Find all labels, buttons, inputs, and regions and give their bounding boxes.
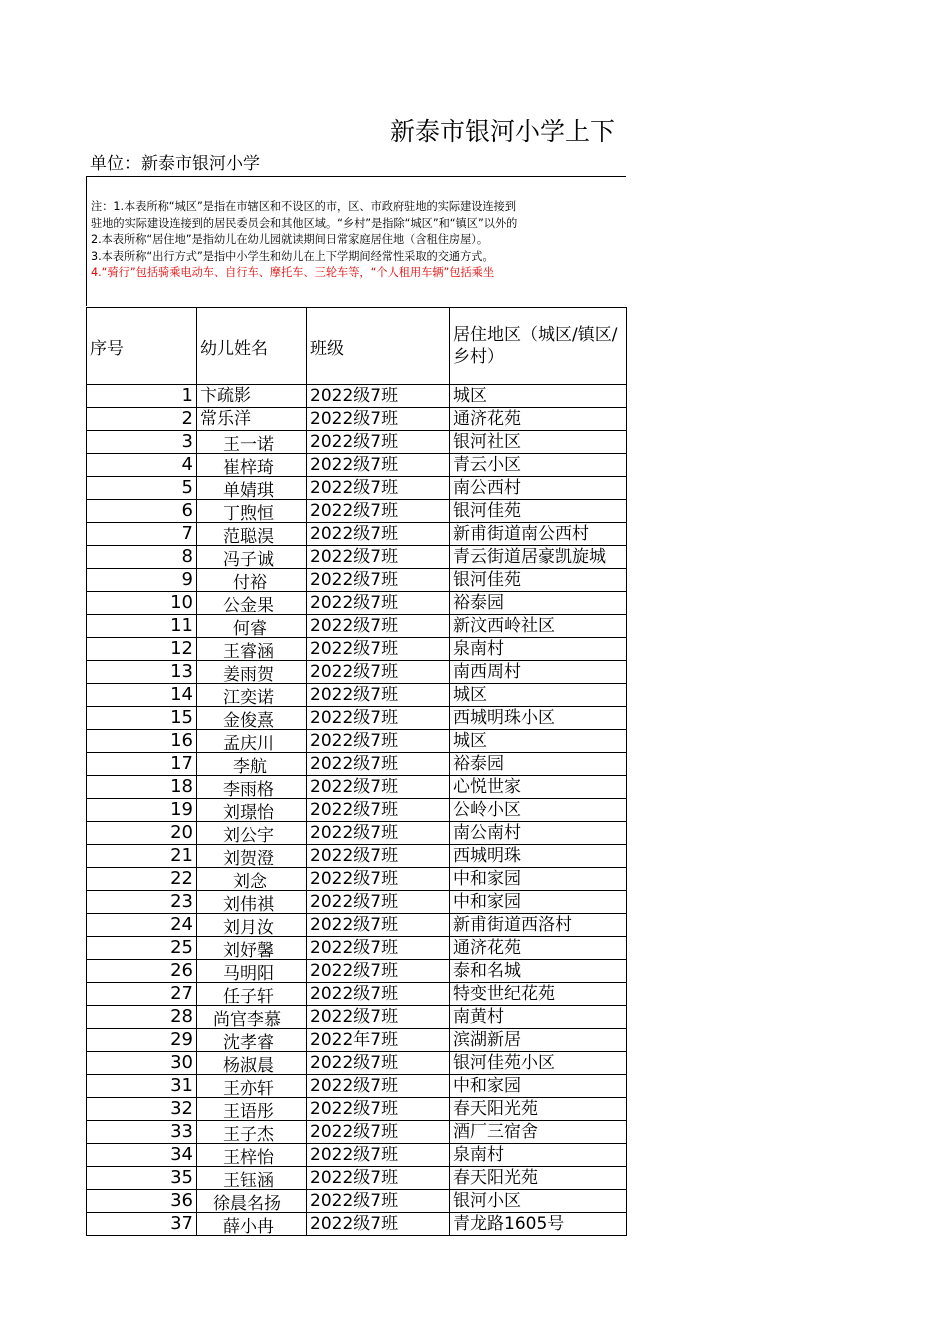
row-residence: 银河小区 <box>450 1190 627 1213</box>
row-number: 4 <box>87 454 197 477</box>
row-number: 16 <box>87 730 197 753</box>
row-student-name <box>197 431 307 454</box>
row-class: 2022级7班 <box>307 546 450 569</box>
row-number: 7 <box>87 523 197 546</box>
student-name-text: 王梓怡 <box>223 1148 274 1167</box>
row-class: 2022级7班 <box>307 385 450 408</box>
row-class: 2022级7班 <box>307 431 450 454</box>
student-name-text: 孟庆川 <box>223 734 274 753</box>
row-number: 33 <box>87 1121 197 1144</box>
row-class: 2022级7班 <box>307 937 450 960</box>
table-row <box>87 914 627 937</box>
row-student-name <box>197 799 307 822</box>
header-residence: 居住地区（城区/镇区/乡村） <box>450 308 627 385</box>
row-number: 15 <box>87 707 197 730</box>
row-residence: 银河佳苑 <box>450 569 627 592</box>
row-class: 2022级7班 <box>307 408 450 431</box>
row-residence: 银河佳苑 <box>450 500 627 523</box>
row-student-name <box>197 914 307 937</box>
row-class: 2022级7班 <box>307 753 450 776</box>
row-number: 23 <box>87 891 197 914</box>
row-residence: 泰和名城 <box>450 960 627 983</box>
row-number: 32 <box>87 1098 197 1121</box>
note-line: 注：1.本表所称“城区”是指在市辖区和不设区的市，区、市政府驻地的实际建设连接到 <box>91 200 517 213</box>
student-name-text: 刘伟祺 <box>223 895 274 914</box>
table-row <box>87 1052 627 1075</box>
row-residence: 南西周村 <box>450 661 627 684</box>
row-residence: 通济花苑 <box>450 408 627 431</box>
row-class: 2022级7班 <box>307 822 450 845</box>
table-row <box>87 500 627 523</box>
row-number: 29 <box>87 1029 197 1052</box>
table-row <box>87 569 627 592</box>
table-row <box>87 1075 627 1098</box>
table-row <box>87 868 627 891</box>
table-row <box>87 937 627 960</box>
row-class: 2022级7班 <box>307 1121 450 1144</box>
row-residence: 春天阳光苑 <box>450 1098 627 1121</box>
student-name-text: 杨淑晨 <box>223 1056 274 1075</box>
student-name-text: 薛小冉 <box>223 1217 274 1236</box>
row-student-name <box>197 408 307 431</box>
student-name-text: 丁煦恒 <box>223 504 274 523</box>
row-residence: 银河佳苑小区 <box>450 1052 627 1075</box>
table-row <box>87 891 627 914</box>
row-student-name <box>197 1213 307 1236</box>
row-student-name <box>197 1006 307 1029</box>
row-class: 2022级7班 <box>307 500 450 523</box>
row-student-name <box>197 730 307 753</box>
row-number: 28 <box>87 1006 197 1029</box>
row-student-name <box>197 868 307 891</box>
row-student-name <box>197 500 307 523</box>
row-class: 2022级7班 <box>307 1006 450 1029</box>
row-number: 27 <box>87 983 197 1006</box>
row-residence: 西城明珠 <box>450 845 627 868</box>
row-number: 8 <box>87 546 197 569</box>
row-residence: 西城明珠小区 <box>450 707 627 730</box>
row-number: 18 <box>87 776 197 799</box>
table-row <box>87 1144 627 1167</box>
row-student-name <box>197 1121 307 1144</box>
table-row <box>87 477 627 500</box>
student-name-text: 崔梓琦 <box>223 458 274 477</box>
row-residence: 青云小区 <box>450 454 627 477</box>
row-class: 2022级7班 <box>307 1052 450 1075</box>
table-row <box>87 960 627 983</box>
student-name-text: 冯子诚 <box>223 550 274 569</box>
row-student-name <box>197 1098 307 1121</box>
row-residence: 心悦世家 <box>450 776 627 799</box>
row-student-name <box>197 592 307 615</box>
table-row <box>87 408 627 431</box>
row-number: 5 <box>87 477 197 500</box>
row-number: 35 <box>87 1167 197 1190</box>
row-student-name <box>197 1167 307 1190</box>
row-number: 13 <box>87 661 197 684</box>
row-class: 2022级7班 <box>307 1213 450 1236</box>
row-number: 19 <box>87 799 197 822</box>
row-number: 6 <box>87 500 197 523</box>
student-name-text: 王子杰 <box>223 1125 274 1144</box>
row-residence: 城区 <box>450 684 627 707</box>
table-row <box>87 1006 627 1029</box>
row-class: 2022级7班 <box>307 1144 450 1167</box>
row-class: 2022级7班 <box>307 1190 450 1213</box>
row-student-name <box>197 615 307 638</box>
row-residence: 南公西村 <box>450 477 627 500</box>
row-class: 2022级7班 <box>307 615 450 638</box>
row-student-name <box>197 891 307 914</box>
row-student-name <box>197 454 307 477</box>
table-row <box>87 1167 627 1190</box>
row-residence: 特变世纪花苑 <box>450 983 627 1006</box>
student-name-text: 尚官李慕 <box>213 1010 281 1029</box>
row-student-name <box>197 1052 307 1075</box>
student-name-text: 卞疏影 <box>200 386 251 406</box>
row-residence: 新甫街道西洛村 <box>450 914 627 937</box>
row-number: 2 <box>87 408 197 431</box>
row-number: 30 <box>87 1052 197 1075</box>
row-class: 2022级7班 <box>307 592 450 615</box>
student-name-text: 刘贺澄 <box>223 849 274 868</box>
row-class: 2022级7班 <box>307 960 450 983</box>
table-row <box>87 638 627 661</box>
row-class: 2022级7班 <box>307 983 450 1006</box>
header-class: 班级 <box>307 308 450 385</box>
row-residence: 南公南村 <box>450 822 627 845</box>
row-class: 2022级7班 <box>307 730 450 753</box>
row-residence: 新甫街道南公西村 <box>450 523 627 546</box>
student-name-text: 王睿涵 <box>223 642 274 661</box>
row-residence: 泉南村 <box>450 638 627 661</box>
student-name-text: 王语彤 <box>223 1102 274 1121</box>
row-residence: 通济花苑 <box>450 937 627 960</box>
table-row <box>87 1029 627 1052</box>
row-number: 31 <box>87 1075 197 1098</box>
row-number: 21 <box>87 845 197 868</box>
table-row <box>87 523 627 546</box>
row-number: 22 <box>87 868 197 891</box>
row-class: 2022级7班 <box>307 569 450 592</box>
row-residence: 春天阳光苑 <box>450 1167 627 1190</box>
row-class: 2022级7班 <box>307 661 450 684</box>
row-residence: 银河社区 <box>450 431 627 454</box>
table-row <box>87 615 627 638</box>
student-name-text: 范聪淏 <box>223 527 274 546</box>
note-line: 3.本表所称“出行方式”是指中小学生和幼儿在上下学期间经常性采取的交通方式。 <box>91 249 494 263</box>
row-student-name <box>197 983 307 1006</box>
student-name-text: 刘念 <box>233 872 267 891</box>
student-name-text: 单婧琪 <box>223 481 274 500</box>
student-name-text: 付裕 <box>233 573 267 592</box>
row-student-name <box>197 638 307 661</box>
row-residence: 城区 <box>450 730 627 753</box>
unit-label: 单位：新泰市银河小学 <box>90 154 260 174</box>
row-class: 2022级7班 <box>307 891 450 914</box>
student-name-text: 徐晨名扬 <box>213 1194 281 1213</box>
row-residence: 中和家园 <box>450 1075 627 1098</box>
row-class: 2022级7班 <box>307 684 450 707</box>
row-residence: 裕泰园 <box>450 753 627 776</box>
table-row <box>87 385 627 408</box>
row-residence: 公岭小区 <box>450 799 627 822</box>
table-row <box>87 707 627 730</box>
row-class: 2022级7班 <box>307 523 450 546</box>
row-class: 2022级7班 <box>307 776 450 799</box>
notes-box <box>86 176 626 306</box>
student-name-text: 刘妤馨 <box>223 941 274 960</box>
row-class: 2022级7班 <box>307 868 450 891</box>
row-number: 17 <box>87 753 197 776</box>
student-name-text: 任子轩 <box>223 987 274 1006</box>
row-residence: 裕泰园 <box>450 592 627 615</box>
row-residence: 城区 <box>450 385 627 408</box>
table-row <box>87 822 627 845</box>
row-class: 2022级7班 <box>307 799 450 822</box>
note-line: 驻地的实际建设连接到的居民委员会和其他区域。“乡村”是指除“城区”和“镇区”以外的 <box>91 216 518 230</box>
row-student-name <box>197 707 307 730</box>
student-name-text: 刘公宇 <box>223 826 274 845</box>
row-number: 3 <box>87 431 197 454</box>
student-name-text: 王钰涵 <box>223 1171 274 1190</box>
row-student-name <box>197 845 307 868</box>
student-name-text: 王亦轩 <box>223 1079 274 1098</box>
note-line-highlight: 4.“骑行”包括骑乘电动车、自行车、摩托车、三轮车等，“个人租用车辆”包括乘坐 <box>91 266 495 279</box>
row-number: 26 <box>87 960 197 983</box>
table-row <box>87 983 627 1006</box>
student-table <box>86 307 627 1236</box>
row-student-name <box>197 753 307 776</box>
row-student-name <box>197 546 307 569</box>
table-row <box>87 454 627 477</box>
row-student-name <box>197 477 307 500</box>
row-residence: 中和家园 <box>450 891 627 914</box>
row-number: 12 <box>87 638 197 661</box>
table-row <box>87 592 627 615</box>
table-row <box>87 1098 627 1121</box>
table-row <box>87 684 627 707</box>
row-residence: 青龙路1605号 <box>450 1213 627 1236</box>
student-name-text: 马明阳 <box>223 964 274 983</box>
row-number: 25 <box>87 937 197 960</box>
student-name-text: 金俊熹 <box>223 711 274 730</box>
table-row <box>87 431 627 454</box>
student-name-text: 刘月汝 <box>223 918 274 937</box>
student-name-text: 何睿 <box>233 619 267 638</box>
page-title: 新泰市银河小学上下 <box>390 117 616 146</box>
note-line: 2.本表所称“居住地”是指幼儿在幼儿园就读期间日常家庭居住地（含租住房屋）。 <box>91 233 489 246</box>
row-number: 1 <box>87 385 197 408</box>
row-residence: 滨湖新居 <box>450 1029 627 1052</box>
row-number: 24 <box>87 914 197 937</box>
row-class: 2022年7班 <box>307 1029 450 1052</box>
row-residence: 南黄村 <box>450 1006 627 1029</box>
row-class: 2022级7班 <box>307 477 450 500</box>
student-name-text: 江奕诺 <box>223 688 274 707</box>
row-student-name <box>197 523 307 546</box>
row-residence: 泉南村 <box>450 1144 627 1167</box>
row-number: 20 <box>87 822 197 845</box>
row-student-name <box>197 684 307 707</box>
row-class: 2022级7班 <box>307 638 450 661</box>
row-class: 2022级7班 <box>307 1075 450 1098</box>
row-residence: 青云街道居豪凯旋城 <box>450 546 627 569</box>
student-name-text: 刘璟怡 <box>223 803 274 822</box>
row-class: 2022级7班 <box>307 1098 450 1121</box>
row-class: 2022级7班 <box>307 845 450 868</box>
student-name-text: 公金果 <box>223 596 274 615</box>
table-row <box>87 730 627 753</box>
table-row <box>87 799 627 822</box>
table-row <box>87 546 627 569</box>
student-name-text: 常乐洋 <box>200 409 251 429</box>
row-residence: 新汶西岭社区 <box>450 615 627 638</box>
table-row <box>87 845 627 868</box>
row-student-name <box>197 385 307 408</box>
student-name-text: 沈孝睿 <box>223 1033 274 1052</box>
header-name: 幼儿姓名 <box>197 308 307 385</box>
table-header-row <box>87 308 627 385</box>
row-student-name <box>197 1029 307 1052</box>
row-student-name <box>197 937 307 960</box>
table-row <box>87 1213 627 1236</box>
student-name-text: 李航 <box>233 757 267 776</box>
row-residence: 酒厂三宿舍 <box>450 1121 627 1144</box>
row-class: 2022级7班 <box>307 1167 450 1190</box>
student-name-text: 姜雨贺 <box>223 665 274 684</box>
table-row <box>87 1190 627 1213</box>
student-name-text: 李雨格 <box>223 780 274 799</box>
row-student-name <box>197 1075 307 1098</box>
row-residence: 中和家园 <box>450 868 627 891</box>
row-number: 14 <box>87 684 197 707</box>
row-class: 2022级7班 <box>307 707 450 730</box>
row-student-name <box>197 1190 307 1213</box>
row-student-name <box>197 1144 307 1167</box>
table-row <box>87 661 627 684</box>
table-row <box>87 1121 627 1144</box>
row-number: 10 <box>87 592 197 615</box>
header-no: 序号 <box>87 308 197 385</box>
row-number: 37 <box>87 1213 197 1236</box>
table-row <box>87 776 627 799</box>
row-number: 36 <box>87 1190 197 1213</box>
row-student-name <box>197 661 307 684</box>
row-number: 11 <box>87 615 197 638</box>
row-student-name <box>197 776 307 799</box>
row-class: 2022级7班 <box>307 454 450 477</box>
table-row <box>87 753 627 776</box>
row-number: 34 <box>87 1144 197 1167</box>
row-student-name <box>197 960 307 983</box>
row-student-name <box>197 822 307 845</box>
row-student-name <box>197 569 307 592</box>
row-number: 9 <box>87 569 197 592</box>
row-class: 2022级7班 <box>307 914 450 937</box>
student-name-text: 王一诺 <box>223 435 274 454</box>
